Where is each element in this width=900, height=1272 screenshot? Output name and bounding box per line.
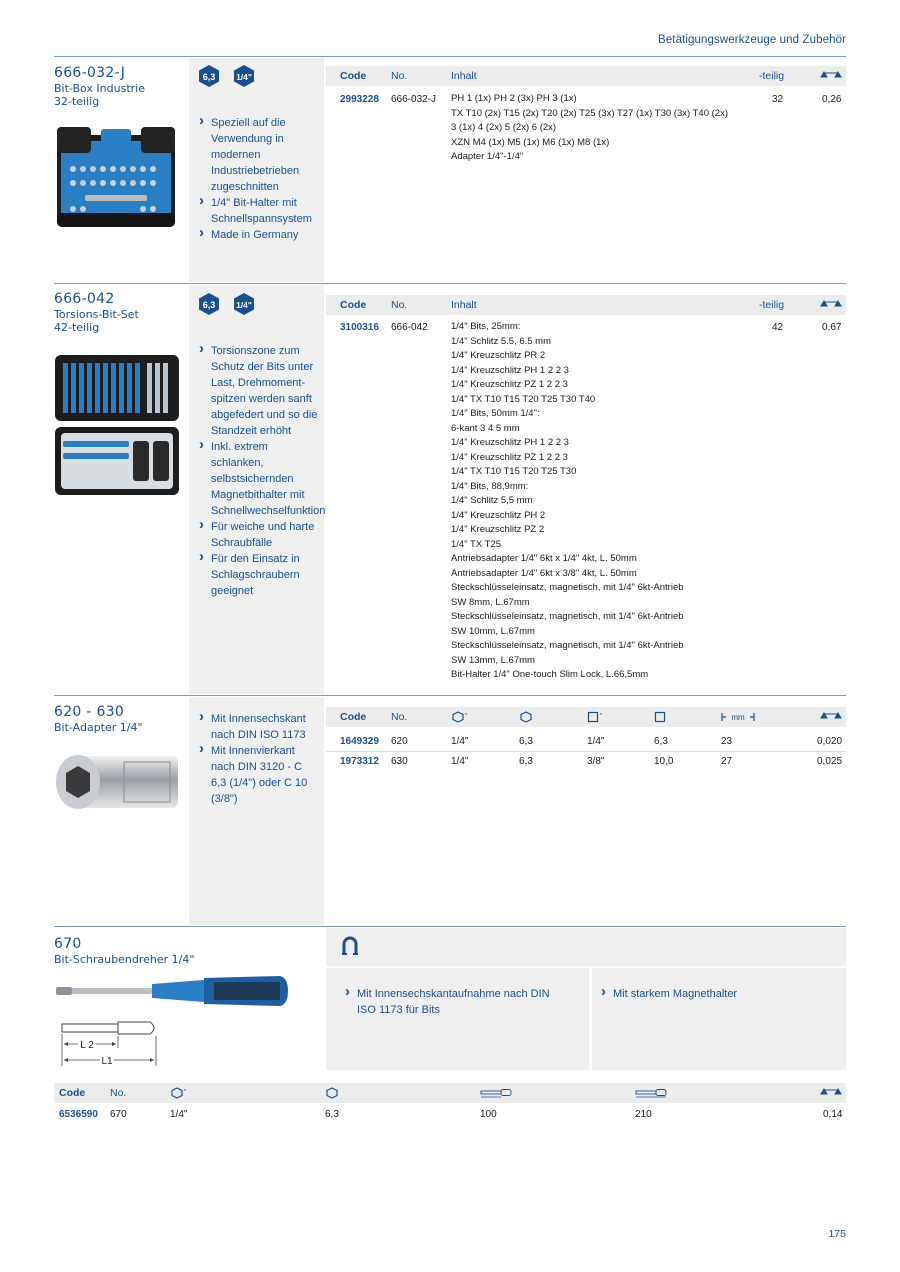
inhalt-line: 1/4" TX T10 T15 T20 T25 T30 bbox=[451, 466, 577, 477]
hex-inch-icon bbox=[170, 1087, 190, 1099]
page-header: Betätigungswerkzeuge und Zubehör bbox=[658, 34, 846, 46]
total-length-icon bbox=[635, 1088, 667, 1098]
inhalt-line: 1/4" Kreuzschlitz PZ 1 2 2 3 bbox=[451, 379, 568, 390]
feature-item: › Mit starkem Magnethalter bbox=[601, 986, 821, 1002]
feature-item: › Für weiche und harte Schraubfälle bbox=[199, 519, 319, 551]
product-title: 670 bbox=[54, 936, 82, 952]
product-title: 666-042 bbox=[54, 291, 115, 307]
cell-no: 630 bbox=[391, 756, 408, 767]
feature-list bbox=[345, 986, 565, 1018]
cell-code: 6536590 bbox=[59, 1109, 98, 1120]
screwdriver-image bbox=[54, 972, 290, 1012]
cell-value: 1/4" bbox=[170, 1109, 188, 1120]
feature-item: › Inkl. extrem schlanken, selbstsichernden Magnetbithalter mit Schnellwechselfunktion bbox=[199, 439, 319, 519]
inhalt-line: 1/4" Kreuzschlitz PZ 2 bbox=[451, 524, 545, 535]
inhalt-line: Bit-Halter 1/4" One-touch Slim Lock, L.66,5mm bbox=[451, 669, 649, 680]
svg-text:6,3: 6,3 bbox=[202, 72, 216, 82]
product-title: 620 - 630 bbox=[54, 704, 125, 720]
quarter-inch-badge bbox=[232, 292, 256, 316]
divider bbox=[54, 283, 846, 284]
feature-item: › Speziell auf die Verwendung in modernen Industriebetrieben zugeschnitten bbox=[199, 115, 319, 195]
inhalt-line: Steckschlüsseleinsatz, magnetisch, mit 1/4" 6kt-Antrieb bbox=[451, 582, 684, 593]
divider bbox=[54, 926, 846, 927]
square-inch-icon bbox=[587, 711, 607, 723]
cell-weight: 0,67 bbox=[822, 322, 842, 333]
table-header-row bbox=[326, 707, 846, 727]
cell-weight: 0,26 bbox=[822, 94, 842, 105]
cell-inhalt: PH 1 (1x) PH 2 (3x) PH 3 (1x) TX T10 (2x) T15 (2x) T20 (2x) T25 (3x) T27 (1x) T30 (3x) T40 (2x) 3 (1x) 4 (2x) 5 (2x) 6 (2x) XZN M4 (1x) M5 (1x) M6 (1x) M8 (1x) Adapter 1/4"-1/4" bbox=[451, 93, 729, 162]
hex-inch-icon bbox=[451, 711, 471, 723]
inhalt-line: 1/4" Kreuzschlitz PH 1 2 2 3 bbox=[451, 437, 569, 448]
inhalt-line: 1/4" Schlitz 5,5 mm bbox=[451, 495, 533, 506]
cell-value: 3/8" bbox=[587, 756, 605, 767]
cell-no: 666-032-J bbox=[391, 94, 437, 105]
length-mm-icon bbox=[721, 711, 755, 723]
divider bbox=[54, 695, 846, 696]
cell-value: 6,3 bbox=[325, 1109, 339, 1120]
feature-list bbox=[199, 115, 319, 243]
hex-6-3-badge bbox=[197, 292, 221, 316]
feature-item: › Für den Einsatz in Schlagschraubern geeignet bbox=[199, 551, 319, 599]
square-icon bbox=[654, 711, 668, 723]
cell-code: 2993228 bbox=[340, 94, 379, 105]
bit-adapter-image bbox=[54, 752, 180, 812]
inhalt-line: 6-kant 3 4 5 mm bbox=[451, 422, 520, 434]
feature-item: › Made in Germany bbox=[199, 227, 319, 243]
feature-list bbox=[601, 986, 821, 1002]
cell-value: 10,0 bbox=[654, 756, 674, 767]
feature-panel bbox=[326, 968, 589, 1070]
cell-value: 6,3 bbox=[519, 736, 533, 747]
inhalt-line: SW 10mm, L.67mm bbox=[451, 625, 535, 637]
col-teilig: -teilig bbox=[759, 70, 785, 82]
inhalt-line: 1/4" Bits, 88,9mm: bbox=[451, 480, 529, 492]
quarter-inch-badge bbox=[232, 64, 256, 88]
inhalt-line: 1/4" TX T10 T15 T20 T25 T30 T40 bbox=[451, 393, 596, 405]
svg-text:1/4": 1/4" bbox=[236, 300, 252, 310]
inhalt-line: 1/4" Bits, 25mm: bbox=[451, 321, 521, 332]
svg-text:": " bbox=[184, 1089, 187, 1096]
weight-icon bbox=[820, 712, 842, 722]
col-inhalt: Inhalt bbox=[451, 70, 477, 82]
cell-no: 620 bbox=[391, 736, 408, 747]
col-no: No. bbox=[391, 70, 408, 82]
cell-code: 3100316 bbox=[340, 322, 379, 333]
inhalt-line: Antriebsadapter 1/4" 6kt x 1/4" 4kt, L. 50mm bbox=[451, 553, 637, 564]
cell-teilig: 42 bbox=[772, 322, 784, 333]
row-divider bbox=[326, 751, 846, 752]
cell-teilig: 32 bbox=[772, 94, 784, 105]
cell-no: 666-042 bbox=[391, 322, 428, 333]
cell-code: 1973312 bbox=[340, 756, 379, 767]
col-code: Code bbox=[340, 299, 367, 311]
torsion-bit-set-image bbox=[53, 353, 181, 497]
feature-item: › 1/4" Bit-Halter mit Schnellspannsystem bbox=[199, 195, 319, 227]
hex-6-3-badge bbox=[197, 64, 221, 88]
magnet-panel bbox=[326, 928, 846, 966]
svg-text:L 2: L 2 bbox=[80, 1040, 94, 1051]
cell-value: 27 bbox=[721, 756, 733, 767]
inhalt-line: Antriebsadapter 1/4" 6kt x 3/8" 4kt, L. 50mm bbox=[451, 567, 637, 579]
col-code: Code bbox=[59, 1087, 86, 1099]
cell-no: 670 bbox=[110, 1109, 127, 1120]
inhalt-line: 1/4" Kreuzschlitz PH 1 2 2 3 bbox=[451, 364, 569, 376]
cell-value: 23 bbox=[721, 736, 733, 747]
cell-value: 0,14 bbox=[823, 1109, 843, 1120]
svg-text:L1: L1 bbox=[101, 1056, 113, 1067]
cell-value: 210 bbox=[635, 1109, 652, 1120]
inhalt-line: 1/4" TX T25 bbox=[451, 538, 502, 550]
svg-text:": " bbox=[465, 713, 468, 720]
hex-icon bbox=[519, 711, 533, 723]
inhalt-line: 1/4" Kreuzschlitz PR 2 bbox=[451, 350, 546, 361]
cell-value: 1/4" bbox=[451, 736, 469, 747]
page-number: 175 bbox=[828, 1228, 846, 1240]
weight-icon bbox=[820, 300, 842, 310]
feature-item: › Mit Innenvierkant nach DIN 3120 - C 6,3 (1/4") oder C 10 (3/8") bbox=[199, 743, 319, 807]
cell-value: 100 bbox=[480, 1109, 497, 1120]
feature-item: › Mit Innensechskantaufnahme nach DIN ISO 1173 für Bits bbox=[345, 986, 565, 1018]
feature-item: › Torsionszone zum Schutz der Bits unter Last, Drehmoment-spitzen werden sanft abgefedert und so die Standzeit erhöht bbox=[199, 343, 319, 439]
svg-text:1/4": 1/4" bbox=[236, 72, 252, 82]
svg-text:": " bbox=[600, 713, 603, 720]
table-header-row bbox=[326, 66, 846, 86]
svg-text:6,3: 6,3 bbox=[202, 300, 216, 310]
table-header-row bbox=[326, 295, 846, 315]
inhalt-line: Steckschlüsseleinsatz, magnetisch, mit 1/4" 6kt-Antrieb bbox=[451, 640, 684, 651]
col-code: Code bbox=[340, 70, 367, 82]
product-subtitle: Torsions-Bit-Set 42-teilig bbox=[54, 308, 139, 334]
bit-box-image bbox=[55, 125, 177, 235]
product-subtitle: Bit-Box Industrie 32-teilig bbox=[54, 82, 145, 108]
table-header-row bbox=[54, 1083, 846, 1103]
divider bbox=[54, 56, 846, 57]
inhalt-line: 1/4" Schlitz 5.5, 6.5 mm bbox=[451, 335, 551, 347]
col-code: Code bbox=[340, 711, 367, 723]
product-subtitle: Bit-Adapter 1/4" bbox=[54, 721, 143, 734]
feature-panel bbox=[592, 968, 846, 1070]
col-teilig: -teilig bbox=[759, 299, 785, 311]
hex-icon bbox=[325, 1087, 339, 1099]
inhalt-line: Steckschlüsseleinsatz, magnetisch, mit 1/4" 6kt-Antrieb bbox=[451, 611, 684, 622]
inhalt-line: SW 8mm, L.67mm bbox=[451, 596, 530, 608]
cell-value: 1/4" bbox=[587, 736, 605, 747]
weight-icon bbox=[820, 71, 842, 81]
svg-text:mm: mm bbox=[731, 713, 745, 722]
col-no: No. bbox=[391, 299, 408, 311]
cell-value: 0,020 bbox=[817, 736, 843, 747]
col-no: No. bbox=[110, 1087, 127, 1099]
product-title: 666-032-J bbox=[54, 65, 126, 81]
cell-inhalt bbox=[451, 320, 684, 683]
weight-icon bbox=[820, 1088, 842, 1098]
feature-list bbox=[199, 343, 326, 599]
product-subtitle: Bit-Schraubendreher 1/4" bbox=[54, 953, 195, 966]
cell-value: 6,3 bbox=[654, 736, 668, 747]
dimension-drawing bbox=[54, 1018, 164, 1070]
cell-value: 6,3 bbox=[519, 756, 533, 767]
inhalt-line: SW 13mm, L.67mm bbox=[451, 654, 535, 666]
magnet-icon bbox=[340, 935, 360, 957]
feature-item: › Mit Innensechskant nach DIN ISO 1173 bbox=[199, 711, 319, 743]
cell-value: 1/4" bbox=[451, 756, 469, 767]
cell-value: 0,025 bbox=[817, 756, 843, 767]
col-inhalt: Inhalt bbox=[451, 299, 477, 311]
col-no: No. bbox=[391, 711, 408, 723]
inhalt-line: 1/4" Kreuzschlitz PZ 1 2 2 3 bbox=[451, 451, 568, 463]
feature-list bbox=[199, 711, 319, 807]
blade-length-icon bbox=[480, 1088, 512, 1098]
inhalt-line: 1/4" Kreuzschlitz PH 2 bbox=[451, 509, 546, 521]
cell-code: 1649329 bbox=[340, 736, 379, 747]
inhalt-line: 1/4" Bits, 50mm 1/4": bbox=[451, 408, 540, 419]
